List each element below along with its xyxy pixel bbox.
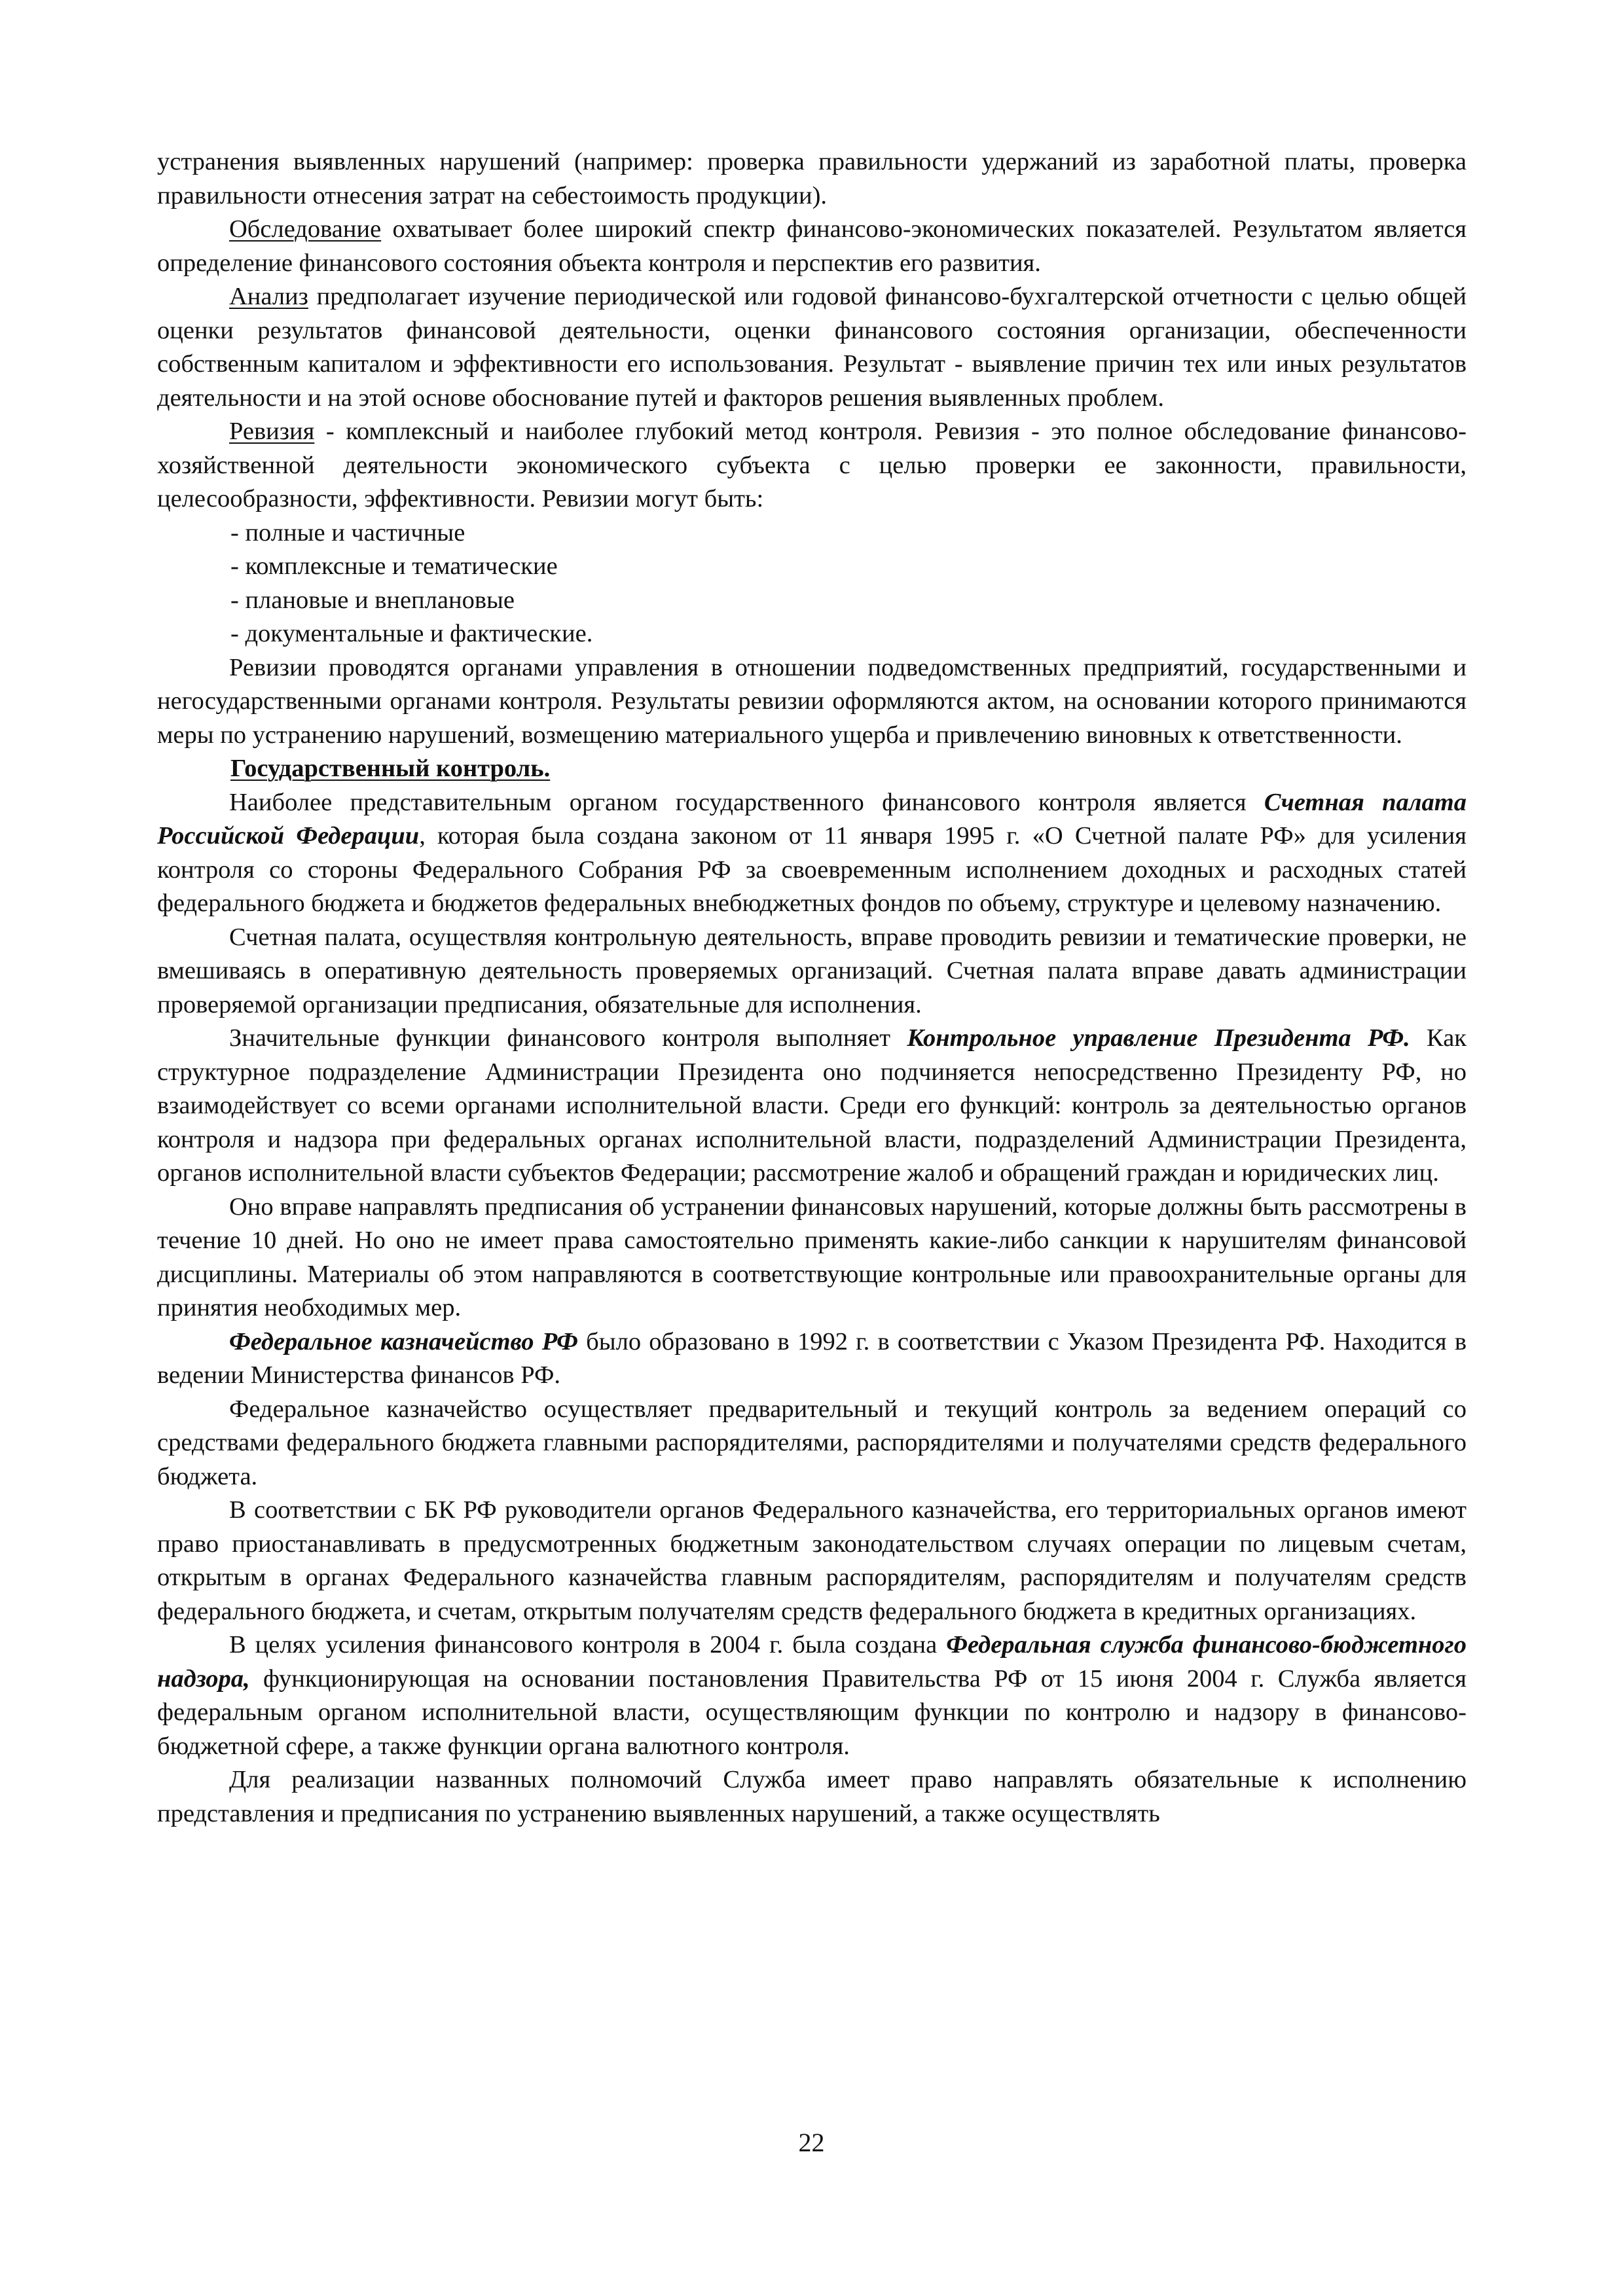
emph-kontrolnoe-upravlenie: Контрольное управление Президента РФ.	[907, 1024, 1410, 1052]
paragraph-bk-rf: В соответствии с БК РФ руководители органов Федерального казначейства, его территориальных органов имеют право приостанавливать в предусмотренных бюджетным законодательством случаях операции по лицевым счетам, открытым в органах Федерального казначейства главным распорядителям, распорядителям и получателям средств федерального бюджета, и счетам, открытым получателям средств федерального бюджета в кредитных организациях.	[157, 1496, 1467, 1625]
paragraph-sluzhba-nadzora: В целях усиления финансового контроля в 2004 г. была создана Федеральная служба финансово-бюджетного надзора, функционирующая на основании постановления Правительства РФ от 15 июня 2004 г. Служба является федеральным органом исполнительной власти, осуществляющим функции по контролю и надзору в финансово-бюджетной сфере, а также функции органа валютного контроля.	[157, 1631, 1467, 1760]
list-item: - документальные и фактические.	[230, 620, 593, 647]
paragraph-kaznacheystvo-kontrol: Федеральное казначейство осуществляет предварительный и текущий контроль за ведением операций со средствами федерального бюджета главными распорядителями, распорядителями и получателями средств федерального бюджета.	[157, 1395, 1467, 1490]
term-obsledovanie: Обследование	[229, 215, 382, 243]
term-analiz: Анализ	[229, 283, 308, 310]
list-item: - плановые и внеплановые	[230, 586, 515, 614]
paragraph-analiz: Анализ предполагает изучение периодической или годовой финансово-бухгалтерской отчетности с целью общей оценки результатов финансовой деятельности, оценки финансового состояния организации, обеспеченности собственным капиталом и эффективности его использования. Результат - выявление причин тех или иных результатов деятельности и на этой основе обоснование путей и факторов решения выявленных проблем.	[157, 283, 1467, 412]
paragraph-schetnaya-palata-rights: Счетная палата, осуществляя контрольную деятельность, вправе проводить ревизии и тематические проверки, не вмешиваясь в оперативную деятельность проверяемых организаций. Счетная палата вправе давать администрации проверяемой организации предписания, обязательные для исполнения.	[157, 923, 1467, 1018]
paragraph-obsledovanie: Обследование охватывает более широкий спектр финансово-экономических показателей. Результатом является определение финансового состояния объекта контроля и перспектив его развития.	[157, 215, 1467, 277]
paragraph-polnomochiya: Для реализации названных полномочий Служба имеет право направлять обязательные к исполнению представления и предписания по устранению выявленных нарушений, а также осуществлять	[157, 1766, 1467, 1827]
page-number: 22	[798, 2128, 825, 2157]
emph-schetnaya-palata: Счетная палата Российской Федерации	[157, 788, 1467, 850]
emph-sluzhba-nadzora: Федеральная служба финансово-бюджетного надзора,	[157, 1631, 1467, 1693]
list-item: - полные и частичные	[230, 518, 465, 547]
heading-gos-kontrol: Государственный контроль.	[230, 755, 551, 782]
paragraph-kontrolnoe-upravlenie: Значительные функции финансового контроля выполняет Контрольное управление Президента РФ. Как структурное подразделение Администрации Президента оно подчиняется непосредственно Президенту РФ, но взаимодействует со всеми органами исполнительной власти. Среди его функций: контроль за деятельностью органов контроля и надзора при федеральных органах исполнительной власти, подразделений Администрации Президента, органов исполнительной власти субъектов Федерации; рассмотрение жалоб и обращений граждан и юридических лиц.	[157, 1024, 1467, 1187]
emph-kaznacheystvo: Федеральное казначейство РФ	[229, 1327, 578, 1355]
paragraph-kaznacheystvo: Федеральное казначейство РФ было образовано в 1992 г. в соответствии с Указом Президента РФ. Находится в ведении Министерства финансов РФ.	[157, 1327, 1467, 1389]
paragraph-continuation: устранения выявленных нарушений (например: проверка правильности удержаний из заработной платы, проверка правильности отнесения затрат на себестоимость продукции).	[157, 148, 1467, 209]
paragraph-predpisaniya: Оно вправе направлять предписания об устранении финансовых нарушений, которые должны быть рассмотрены в течение 10 дней. Но оно не имеет права самостоятельно применять какие-либо санкции к нарушителям финансовой дисциплины. Материалы об этом направляются в соответствующие контрольные или правоохранительные органы для принятия необходимых мер.	[157, 1193, 1467, 1321]
paragraph-reviziya: Ревизия - комплексный и наиболее глубокий метод контроля. Ревизия - это полное обследование финансово-хозяйственной деятельности экономического субъекта с целью проверки ее законности, правильности, целесообразности, эффективности. Ревизии могут быть:	[157, 418, 1467, 512]
section-heading	[157, 752, 1467, 786]
paragraph-schetnaya-palata: Наиболее представительным органом государственного финансового контроля является Счетная палата Российской Федерации, которая была создана законом от 11 января 1995 г. «О Счетной палате РФ» для усиления контроля со стороны Федерального Собрания РФ за своевременным исполнением доходных и расходных статей федерального бюджета и бюджетов федеральных внебюджетных фондов по объему, структуре и целевому назначению.	[157, 788, 1467, 917]
list-item: - комплексные и тематические	[230, 552, 558, 580]
page-body	[157, 145, 1467, 1831]
term-reviziya: Ревизия	[229, 418, 315, 445]
paragraph-revizii-provodyatsya: Ревизии проводятся органами управления в отношении подведомственных предприятий, государственными и негосударственными органами контроля. Результаты ревизии оформляются актом, на основании которого принимаются меры по устранению нарушений, возмещению материального ущерба и привлечению виновных к ответственности.	[157, 653, 1467, 749]
